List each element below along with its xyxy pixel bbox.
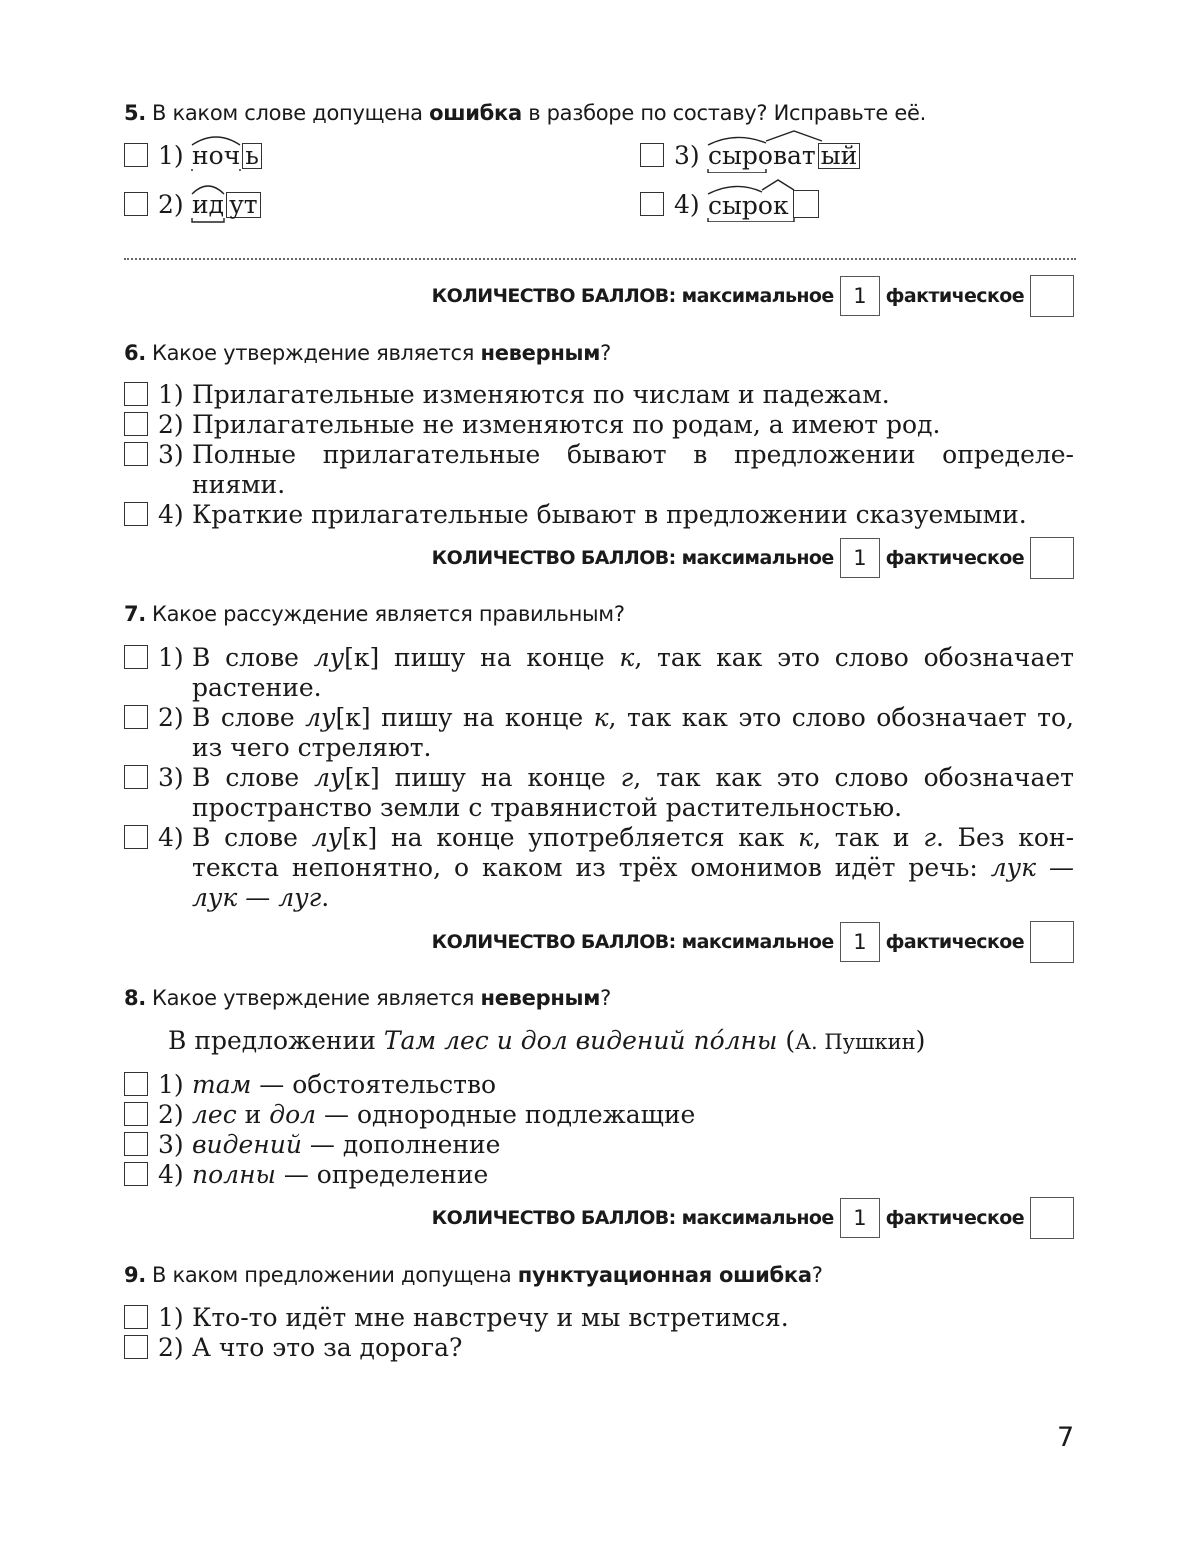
answer-checkbox[interactable] (124, 1335, 148, 1359)
answer-checkbox[interactable] (124, 143, 148, 167)
morpheme-word: сыроват ый (708, 141, 860, 171)
answer-checkbox[interactable] (640, 143, 664, 167)
actual-score-input[interactable] (1030, 275, 1074, 317)
answer-checkbox[interactable] (124, 1305, 148, 1329)
answer-checkbox[interactable] (124, 765, 148, 789)
workbook-page: 5. В каком слове допущена ошибка в разборе по составу? Исправьте её. 1) ноч ь 2) ид ут 3) сыроват ый 4) сырок КОЛИЧЕСТВО БАЛЛОВ: максимальное 1 фактическое 6. Какое утверждение является неверным? 1) Прилагательные изменяются по числам и падежам. 2) Прилагательные не изменяются по родам, а имеют род. 3) Полные прилагательные бывают в предложении определе- ниями. 4) Краткие прилагательные бывают в предложении сказуемыми. КОЛИЧЕСТВО БАЛЛОВ: максимальное 1 фактическое 7. Какое рассуждение является правильным? 1) В слове лу[к] пишу на конце к, так как это слово обозначает растение. 2) В слове лу[к] пишу на конце к, так как это слово обозначает то, из чего стреляют. 3) В слове лу[к] пишу на конце г, так как это слово обозначает пространство земли с травянистой растительностью. 4) В слове лу[к] на конце употребляется как к, так и г. Без кон- текста непонятно, о каком из трёх омонимов идёт речь: лук — лук — луг. КОЛИЧЕСТВО БАЛЛОВ: максимальное 1 фактическое 8. Какое утверждение является неверным? В предложении Там лес и дол видений по́лны (А. Пушкин) 1) там — обстоятельство 2) лес и дол — однородные подлежащие 3) видений — дополнение 4) полны — определение КОЛИЧЕСТВО БАЛЛОВ: максимальное 1 фактическое 9. В каком предложении допущена пунктуационная ошибка? 1) Кто-то идёт мне навстречу и мы встретимся. 2) А что это за дорога? 7 (124, 101, 1075, 1453)
question-7-title: 7. Какое рассуждение является правильным? (124, 602, 625, 626)
answer-checkbox[interactable] (124, 412, 148, 436)
max-score-cell: 1 (840, 1198, 880, 1238)
morpheme-marks (706, 129, 866, 173)
question-8-title: 8. Какое утверждение является неверным? (124, 986, 611, 1010)
answer-checkbox[interactable] (640, 192, 664, 216)
score-row-q5: КОЛИЧЕСТВО БАЛЛОВ: максимальное 1 фактическое (432, 275, 1074, 317)
morpheme-word: сырок (708, 190, 819, 221)
answer-checkbox[interactable] (124, 502, 148, 526)
answer-checkbox[interactable] (124, 1132, 148, 1156)
answer-checkbox[interactable] (124, 382, 148, 406)
morpheme-word: ид ут (192, 190, 261, 220)
morpheme-marks (706, 178, 816, 222)
score-row-q7: КОЛИЧЕСТВО БАЛЛОВ: максимальное 1 фактическое (432, 921, 1074, 963)
actual-score-input[interactable] (1030, 921, 1074, 963)
score-row-q8: КОЛИЧЕСТВО БАЛЛОВ: максимальное 1 фактическое (432, 1197, 1074, 1239)
answer-checkbox[interactable] (124, 1072, 148, 1096)
answer-checkbox[interactable] (124, 705, 148, 729)
answer-checkbox[interactable] (124, 1162, 148, 1186)
dotted-divider (124, 258, 1076, 260)
answer-checkbox[interactable] (124, 825, 148, 849)
q8-sentence: В предложении Там лес и дол видений по́лны (А. Пушкин) (168, 1026, 926, 1055)
morpheme-word: ноч ь (192, 141, 262, 171)
actual-score-input[interactable] (1030, 537, 1074, 579)
answer-checkbox[interactable] (124, 1102, 148, 1126)
morpheme-marks (190, 131, 270, 171)
score-row-q6: КОЛИЧЕСТВО БАЛЛОВ: максимальное 1 фактическое (432, 537, 1074, 579)
answer-checkbox[interactable] (124, 442, 148, 466)
answer-checkbox[interactable] (124, 192, 148, 216)
question-9-title: 9. В каком предложении допущена пунктуационная ошибка? (124, 1263, 823, 1287)
max-score-cell: 1 (840, 922, 880, 962)
max-score-cell: 1 (840, 538, 880, 578)
page-number: 7 (1057, 1422, 1075, 1453)
answer-checkbox[interactable] (124, 645, 148, 669)
question-6-title: 6. Какое утверждение является неверным? (124, 341, 611, 365)
max-score-cell: 1 (840, 276, 880, 316)
morpheme-marks (190, 180, 250, 224)
question-5-title: 5. В каком слове допущена ошибка в разборе по составу? Исправьте её. (124, 101, 927, 125)
actual-score-input[interactable] (1030, 1197, 1074, 1239)
